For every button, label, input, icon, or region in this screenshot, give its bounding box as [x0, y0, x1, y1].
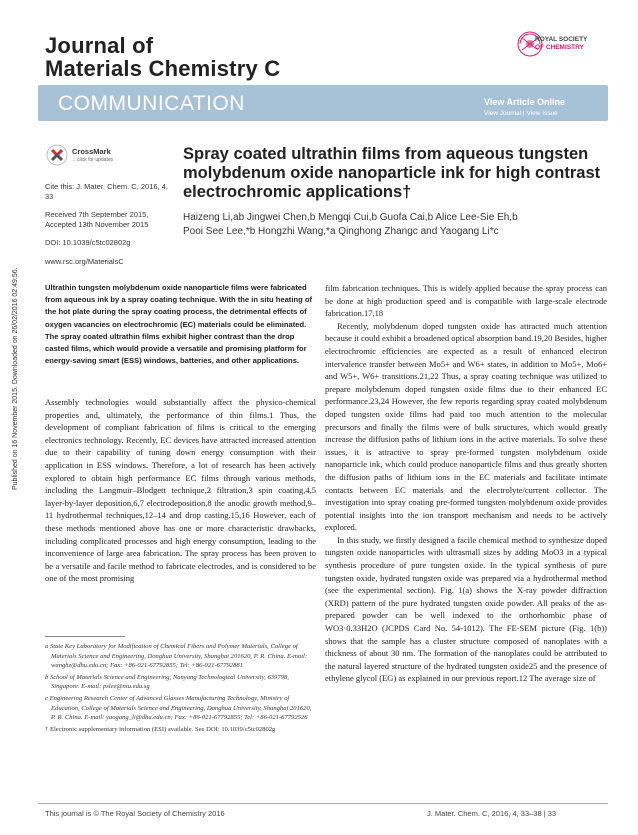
footnote-divider — [45, 636, 125, 637]
footer-citation: J. Mater. Chem. C, 2016, 4, 33–38 | 33 — [427, 809, 557, 818]
view-journal-link[interactable]: View Journal — [484, 110, 522, 117]
crossmark-icon[interactable] — [46, 144, 68, 166]
citation: Cite this: J. Mater. Chem. C, 2016, 4, 33 — [45, 182, 168, 201]
author-list — [183, 211, 603, 239]
body-column-right — [325, 282, 607, 685]
link-separator: | — [522, 110, 525, 117]
authors-line2: Pooi See Lee,*b Hongzhi Wang,*a Qinghong Zhangc and Yaogang Li*c — [183, 226, 499, 237]
affiliation-footnote: a State Key Laboratory for Modification of Chemical Fibers and Polymer Materials, College of Materials Science and Engineering, Donghua University, Shanghai 201620, P. R. China. E-mail: wanghz@dhu.edu.cn; Fax: +86-021-67792855; Tel: +86-021-67792881 — [45, 643, 308, 670]
affiliation-footnote: c Engineering Research Center of Advanced Glasses Manufacturing Technology, Ministry of Education, College of Materials Science and Engineering, Donghua University, Shanghai 201620, P. R. China. E-mail: yaogang_li@dhu.edu.cn; Fax: +86-021-67792855; Tel: +86-021-67792526 — [45, 694, 312, 722]
publisher-line1: ROYAL SOCIETY — [535, 36, 588, 43]
body-column-left — [45, 396, 316, 585]
body-paragraph: film fabrication techniques. This is widely applied because the spray process can be done at high production speed and is compatible with large-scale electrode fabrication.17,18 — [325, 283, 607, 319]
footer-divider — [38, 803, 608, 804]
publisher-name — [535, 36, 587, 52]
footer-copyright: This journal is © The Royal Society of Chemistry 2016 — [45, 809, 225, 818]
affiliation-footnote: b School of Materials Science and Engineering, Nanyang Technological University, 639798, Singapore. E-mail: pslee@ntu.edu.sg — [45, 673, 289, 691]
abstract: Ultrathin tungsten molybdenum oxide nanoparticle films were fabricated from aqueous ink by a spray coating technique. With the in situ heating of the hot plate during the spray coating process, the detrimental effects of oxygen vacancies on electrochromic (EC) materials could be eliminated. The spray coated ultrathin films exhibit higher contrast than the drop casted films, which would provide a versatile and promising platform for energy-saving smart (ESS) windows, batteries, and other applications. — [45, 283, 313, 366]
body-paragraph: In this study, we firstly designed a facile chemical method to synthesize doped tungsten oxide nanoparticles with ultrasmall sizes by adding MoO3 in a typical synthesis procedure of pure tungsten oxide. In the typical synthesis of pure tungsten oxide, hydrated tungsten oxide was prepared via a hydrothermal method (see the experimental section). Fig. 1(a) shows the X-ray powder diffraction (XRD) pattern of the pure hydrated tungsten oxide powder. All peaks of the as-prepared powder can be well indexed to the orthorhombic phase of WO3·0.33H2O (JCPDS Card No. 54-1012). The FE-SEM picture (Fig. 1(b)) shows that the sample has a cluster structure composed of nanoplates with a thickness of about 30 nm. The formation of the nanoplates could be attributed to the natural layered structure of the hydrated tungsten oxide25 and the presence of ethylene glycol (EG) as explained in our previous report.12 The average size of — [325, 534, 607, 684]
crossmark-subtext: ←click for updates — [72, 157, 114, 163]
doi[interactable]: DOI: 10.1039/c5tc02802g — [45, 238, 131, 247]
footnotes — [45, 642, 316, 736]
received-date: Received 7th September 2015, — [45, 210, 149, 219]
journal-title-line2: Materials Chemistry C — [45, 56, 281, 81]
view-article-online-link[interactable]: View Article Online — [484, 97, 566, 107]
body-paragraph: Assembly technologies would substantially affect the physico-chemical properties and, ultimately, the performance of thin films.1 Thus, the development of compliant fabrication of films is critical to the emerging electronics technology. Recently, EC devices have attracted increased attention due to their capability of tuning down energy consumption with their application in ESS windows. Therefore, a lot of research has been actively explored to obtain high performance EC films through various methods, including the Langmuir–Blodgett technique,2 filtration,3 spin coating,4,5 layer-by-layer deposition,6,7 electrodeposition,8 the anodic growth method,9–11 hydrothermal techniques,12–14 and drop casting.15,16 However, each of these methods mentioned above has one or more characteristic drawbacks, including complicated processes and high energy consumption, leading to the inconvenience of large area fabrication. The spray process has been proven to be a versatile and facile method to fabricate electrodes, and is considered to be one of the most promising — [45, 397, 316, 584]
journal-title-line1: Journal of — [45, 33, 154, 58]
journal-url[interactable]: www.rsc.org/MaterialsC — [45, 257, 124, 266]
body-paragraph: Recently, molybdenum doped tungsten oxide has attracted much attention because it could exhibit a broadened optical absorption band.19,20 Besides, higher electrochromic efficiencies are expected as a result of enhanced electron intervalence transfer between Mo5+ and W6+ states, in addition to Mo5+, Mo6+ and W5+, W6+ transitions.21,22 Thus, a spray coating technique was utilized to prepare molybdenum doped tungsten oxide films due to their enhanced EC performance.23,24 However, the few reports regarding spray coated molybdenum doped tungsten oxide films had paid too much attention to the molecular precursors and finally the films were of bulk structures, which would greatly increase the diffusion paths of lithium ions in the active materials. To solve these issues, it is attractive to spray pre-formed tungsten molybdenum oxide nanoparticle ink, which could produce nanoparticle films and thus greatly shorten the diffusion paths of lithium ions in the EC materials and facilitate intimate contacts between EC materials and the electrolyte/current collector. The investigation into spray coating pre-formed tungsten molybdenum oxide provides potential insights into the ion transport mechanism and needs to be actively explored. — [325, 320, 607, 533]
download-stamp — [2, 200, 19, 500]
crossmark-label[interactable]: CrossMark — [72, 147, 111, 156]
view-issue-link[interactable]: View Issue — [526, 110, 558, 117]
publisher-line2: OF CHEMISTRY — [535, 44, 584, 51]
article-title: Spray coated ultrathin films from aqueous tungsten molybdenum oxide nanoparticle ink for high contrast electrochromic applications† — [183, 145, 601, 201]
esi-footnote: † Electronic supplementary information (ESI) available. See DOI: 10.1039/c5tc02802g — [45, 725, 276, 733]
journal-title — [45, 34, 280, 80]
download-stamp-text: Published on 16 November 2015. Downloaded on 26/02/2016 02:49:56. — [12, 267, 19, 490]
section-label: COMMUNICATION — [58, 92, 245, 115]
authors-line1: Haizeng Li,ab Jingwei Chen,b Mengqi Cui,b Guofa Cai,b Alice Lee-Sie Eh,b — [183, 212, 518, 223]
view-links — [484, 110, 558, 117]
accepted-date: Accepted 13th November 2015 — [45, 220, 149, 229]
